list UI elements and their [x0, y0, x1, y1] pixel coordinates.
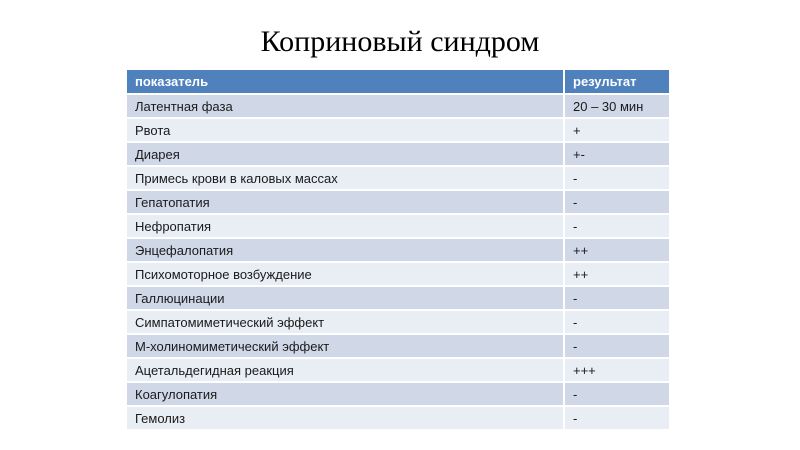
- row-indicator: М-холиномиметический эффект: [127, 335, 565, 359]
- table-row: [127, 311, 669, 335]
- table-row: [127, 95, 669, 119]
- indicator-table: [127, 70, 669, 431]
- row-indicator: Латентная фаза: [127, 95, 565, 119]
- table-row: [127, 143, 669, 167]
- row-indicator: Энцефалопатия: [127, 239, 565, 263]
- row-result: -: [565, 167, 669, 191]
- row-result: -: [565, 311, 669, 335]
- table-row: [127, 407, 669, 431]
- row-result: -: [565, 287, 669, 311]
- row-indicator: Симпатомиметический эффект: [127, 311, 565, 335]
- table-header-row: [127, 70, 669, 95]
- row-indicator: Примесь крови в каловых массах: [127, 167, 565, 191]
- row-result: -: [565, 215, 669, 239]
- header-indicator: показатель: [127, 70, 565, 95]
- table-row: [127, 119, 669, 143]
- table-row: [127, 263, 669, 287]
- row-result: +: [565, 119, 669, 143]
- row-result: +++: [565, 359, 669, 383]
- table-row: [127, 167, 669, 191]
- slide-title: Коприновый синдром: [260, 25, 540, 58]
- row-result: +-: [565, 143, 669, 167]
- table-row: [127, 239, 669, 263]
- row-result: ++: [565, 263, 669, 287]
- row-indicator: Диарея: [127, 143, 565, 167]
- row-result: -: [565, 191, 669, 215]
- row-indicator: Ацетальдегидная реакция: [127, 359, 565, 383]
- row-indicator: Психомоторное возбуждение: [127, 263, 565, 287]
- row-result: 20 – 30 мин: [565, 95, 669, 119]
- row-result: -: [565, 383, 669, 407]
- row-indicator: Гепатопатия: [127, 191, 565, 215]
- table-row: [127, 287, 669, 311]
- row-result: -: [565, 335, 669, 359]
- table-row: [127, 215, 669, 239]
- row-result: -: [565, 407, 669, 431]
- table-row: [127, 359, 669, 383]
- row-indicator: Коагулопатия: [127, 383, 565, 407]
- row-indicator: Гемолиз: [127, 407, 565, 431]
- table-row: [127, 383, 669, 407]
- table-row: [127, 191, 669, 215]
- table-row: [127, 335, 669, 359]
- header-result: результат: [565, 70, 669, 95]
- row-indicator: Нефропатия: [127, 215, 565, 239]
- row-indicator: Рвота: [127, 119, 565, 143]
- row-result: ++: [565, 239, 669, 263]
- row-indicator: Галлюцинации: [127, 287, 565, 311]
